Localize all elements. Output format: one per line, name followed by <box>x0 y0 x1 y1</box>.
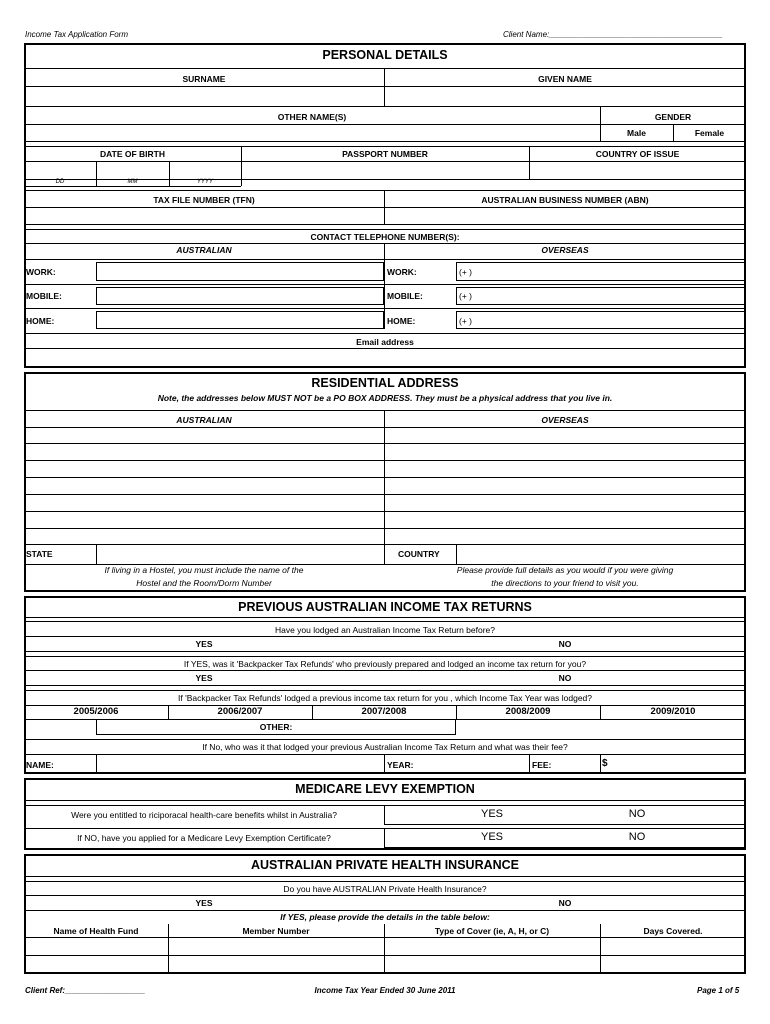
overseas-address-input[interactable] <box>385 428 745 543</box>
page-number: Page 1 of 5 <box>697 986 740 995</box>
year-option-2008[interactable]: 2008/2009 <box>505 706 551 717</box>
hostel-note-line-1: If living in a Hostel, you must include the name of the <box>104 565 304 575</box>
os-mobile-label: MOBILE: <box>387 291 423 301</box>
table-row[interactable] <box>25 938 167 954</box>
gender-female-option[interactable]: Female <box>694 128 725 138</box>
prev-lodged-question: Have you lodged an Australian Income Tax Return before? <box>274 625 496 635</box>
os-work-phone-input[interactable] <box>456 262 746 281</box>
year-option-2005[interactable]: 2005/2006 <box>73 706 119 717</box>
health-insurance-yes[interactable]: YES <box>195 898 213 908</box>
aus-mobile-input[interactable] <box>96 287 384 305</box>
client-ref[interactable]: Client Ref:__________________ <box>25 986 146 995</box>
gender-label: GENDER <box>654 112 692 122</box>
country-label: COUNTRY <box>398 549 440 559</box>
abn-input[interactable] <box>385 208 745 223</box>
other-names-label: OTHER NAME(S) <box>277 112 347 122</box>
os-home-prefix: (+ ) <box>459 316 472 326</box>
table-row[interactable] <box>25 956 167 972</box>
contact-numbers-label: CONTACT TELEPHONE NUMBER(S): <box>310 232 460 242</box>
preparer-fee-label: FEE: <box>532 760 552 770</box>
dd-hint: DD <box>55 179 65 185</box>
contact-overseas-label: OVERSEAS <box>541 245 589 255</box>
prev-lodged-no[interactable]: NO <box>558 639 572 649</box>
residential-address-title: RESIDENTIAL ADDRESS <box>311 376 459 390</box>
medicare-q1-yes[interactable]: YES <box>480 808 503 820</box>
tfn-label: TAX FILE NUMBER (TFN) <box>153 195 255 205</box>
os-mobile-prefix: (+ ) <box>459 291 472 301</box>
col-days-covered: Days Covered. <box>643 926 703 936</box>
preparer-fee-input[interactable] <box>612 755 744 773</box>
contact-australian-label: AUSTRALIAN <box>176 245 232 255</box>
medicare-q2: If NO, have you applied for a Medicare Levy Exemption Certificate? <box>77 833 331 843</box>
aus-home-phone-input[interactable] <box>96 311 384 329</box>
yyyy-hint: YYYY <box>196 179 213 185</box>
aus-home-label: HOME: <box>26 316 55 326</box>
passport-label: PASSPORT NUMBER <box>342 149 428 159</box>
aus-mobile-label: MOBILE: <box>26 291 62 301</box>
country-of-issue-input[interactable] <box>530 162 745 178</box>
medicare-q1-no[interactable]: NO <box>628 808 646 820</box>
other-preparer-question: If No, who was it that lodged your previous Australian Income Tax Return and what was their fee? <box>202 742 568 752</box>
other-year-label: OTHER: <box>259 722 293 732</box>
tfn-input[interactable] <box>25 208 383 223</box>
col-type-of-cover: Type of Cover (ie, A, H, or C) <box>434 926 550 936</box>
health-insurance-no[interactable]: NO <box>558 898 572 908</box>
preparer-year-input[interactable] <box>420 755 528 773</box>
health-details-note: If YES, please provide the details in the table below: <box>280 912 490 922</box>
abn-label: AUSTRALIAN BUSINESS NUMBER (ABN) <box>481 195 649 205</box>
aus-work-phone-input[interactable] <box>96 262 384 281</box>
medicare-q1: Were you entitled to riciporacal health-care benefits whilst in Australia? <box>71 810 337 820</box>
os-work-prefix: (+ ) <box>459 267 472 277</box>
preparer-year-label: YEAR: <box>387 760 414 770</box>
form-title: Income Tax Application Form <box>25 30 129 39</box>
hostel-note-line-2: Hostel and the Room/Dorm Number <box>136 578 272 588</box>
res-overseas-label: OVERSEAS <box>541 415 589 425</box>
state-input[interactable] <box>97 545 383 563</box>
email-input[interactable] <box>25 349 745 366</box>
os-home-label: HOME: <box>387 316 416 326</box>
os-mobile-input[interactable] <box>456 287 746 305</box>
prev-lodged-yes[interactable]: YES <box>195 639 213 649</box>
passport-input[interactable] <box>242 162 528 178</box>
preparer-name-input[interactable] <box>97 755 383 773</box>
preparer-name-label: NAME: <box>26 760 54 770</box>
col-member-number: Member Number <box>242 926 310 936</box>
year-option-2006[interactable]: 2006/2007 <box>217 706 263 717</box>
overseas-note-line-1: Please provide full details as you would if you were giving <box>456 565 674 575</box>
aus-work-label: WORK: <box>26 267 56 277</box>
country-of-issue-label: COUNTRY OF ISSUE <box>595 149 680 159</box>
surname-label: SURNAME <box>182 74 226 84</box>
given-name-input[interactable] <box>385 87 745 105</box>
state-label: STATE <box>26 549 53 559</box>
dob-month-input[interactable] <box>97 162 168 178</box>
client-name-field[interactable]: Client Name:_______________________________________ <box>503 30 723 39</box>
health-insurance-question: Do you have AUSTRALIAN Private Health Insurance? <box>283 884 487 894</box>
backpacker-no[interactable]: NO <box>558 673 572 683</box>
tax-year-question: If 'Backpacker Tax Refunds' lodged a previous income tax return for you , which Income Tax Year was lodged? <box>178 693 592 703</box>
preparer-fee-currency: $ <box>602 758 608 769</box>
health-insurance-title: AUSTRALIAN PRIVATE HEALTH INSURANCE <box>250 858 520 872</box>
mm-hint: MM <box>127 179 138 185</box>
medicare-q2-yes[interactable]: YES <box>480 831 503 843</box>
gender-male-option[interactable]: Male <box>627 128 646 138</box>
surname-input[interactable] <box>25 87 383 105</box>
os-home-phone-input[interactable] <box>456 311 746 329</box>
dob-day-input[interactable] <box>25 162 95 178</box>
medicare-q2-no[interactable]: NO <box>628 831 646 843</box>
aus-address-input[interactable] <box>25 428 383 543</box>
backpacker-question: If YES, was it 'Backpacker Tax Refunds' who previously prepared and lodged an income tax return for you? <box>183 659 587 669</box>
other-names-input[interactable] <box>25 125 599 140</box>
country-input[interactable] <box>457 545 745 563</box>
residential-note: Note, the addresses below MUST NOT be a PO BOX ADDRESS. They must be a physical address that you live in. <box>157 393 613 403</box>
given-name-label: GIVEN NAME <box>538 74 592 84</box>
col-health-fund: Name of Health Fund <box>53 926 139 936</box>
previous-returns-title: PREVIOUS AUSTRALIAN INCOME TAX RETURNS <box>238 600 532 614</box>
year-option-2009[interactable]: 2009/2010 <box>650 706 696 717</box>
medicare-title: MEDICARE LEVY EXEMPTION <box>295 782 475 796</box>
res-australian-label: AUSTRALIAN <box>176 415 232 425</box>
email-label: Email address <box>356 337 414 347</box>
overseas-note-line-2: the directions to your friend to visit you. <box>491 578 639 588</box>
backpacker-yes[interactable]: YES <box>195 673 213 683</box>
year-option-2007[interactable]: 2007/2008 <box>361 706 407 717</box>
dob-year-input[interactable] <box>170 162 240 178</box>
personal-details-title: PERSONAL DETAILS <box>322 48 448 62</box>
dob-label: DATE OF BIRTH <box>99 149 165 159</box>
os-work-label: WORK: <box>387 267 417 277</box>
tax-year-footer: Income Tax Year Ended 30 June 2011 <box>314 986 456 995</box>
